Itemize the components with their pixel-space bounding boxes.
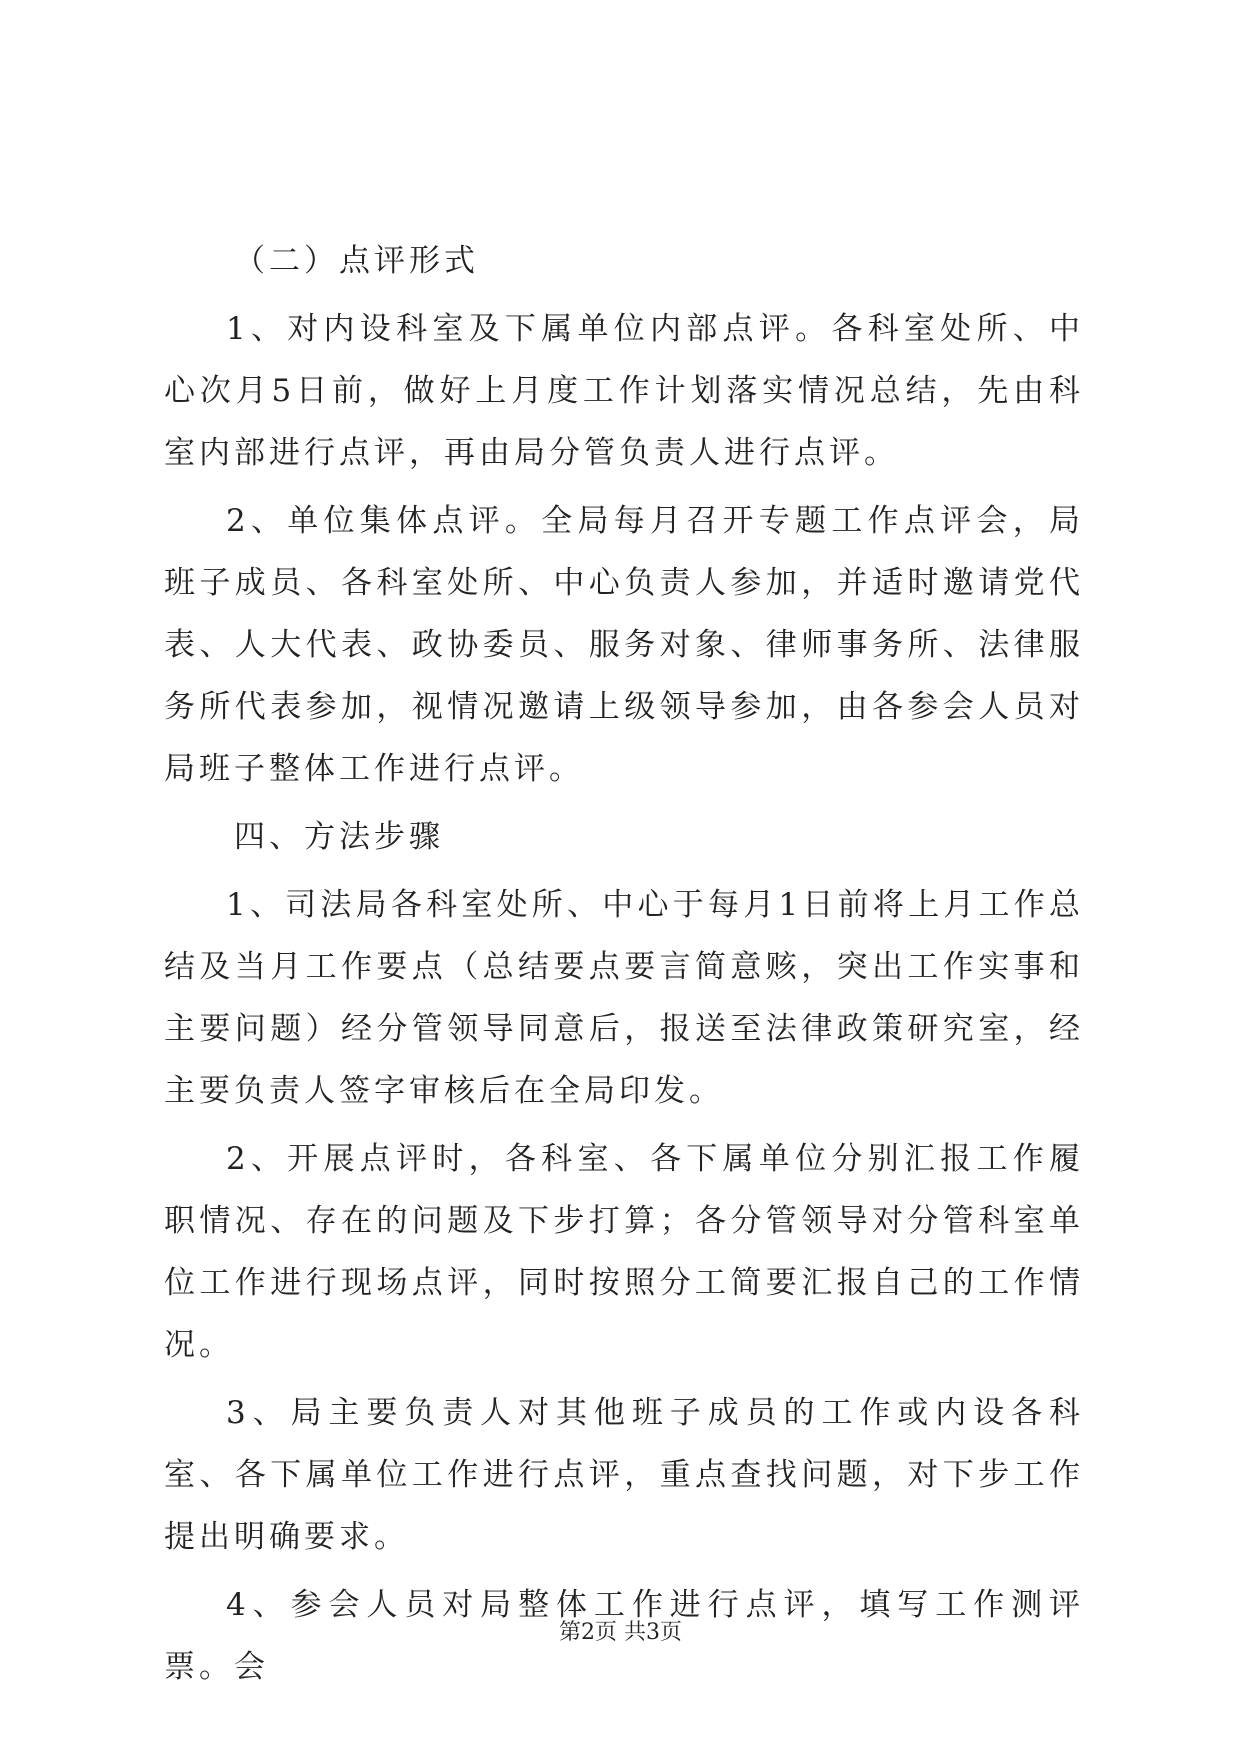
paragraph-step-3: 3、局主要负责人对其他班子成员的工作或内设各科室、各下属单位工作进行点评，重点查找问题，对下步工作提出明确要求。: [164, 1395, 1084, 1555]
paragraph-collective-review: 2、单位集体点评。全局每月召开专题工作点评会，局班子成员、各科室处所、中心负责人参加，并适时邀请党代表、人大代表、政协委员、服务对象、律师事务所、法律服务所代表参加，视情况邀请上级领导参加，由各参会人员对局班子整体工作进行点评。: [164, 503, 1084, 787]
paragraph-step-4: 4、参会人员对局整体工作进行点评，填写工作测评票。会: [164, 1587, 1084, 1685]
section-heading-methods: 四、方法步骤: [234, 819, 444, 855]
document-body: [164, 230, 1084, 1704]
paragraph-step-1: 1、司法局各科室处所、中心于每月1日前将上月工作总结及当月工作要点（总结要点要言简意赅，突出工作实事和主要问题）经分管领导同意后，报送至法律政策研究室，经主要负责人签字审核后在全局印发。: [164, 887, 1084, 1109]
paragraph-internal-review: 1、对内设科室及下属单位内部点评。各科室处所、中心次月5日前，做好上月度工作计划落实情况总结，先由科室内部进行点评，再由局分管负责人进行点评。: [164, 311, 1084, 471]
section-heading-review-format: （二）点评形式: [234, 243, 479, 279]
paragraph-step-2: 2、开展点评时，各科室、各下属单位分别汇报工作履职情况、存在的问题及下步打算；各分管领导对分管科室单位工作进行现场点评，同时按照分工简要汇报自己的工作情况。: [164, 1141, 1084, 1363]
page-number-footer: 第2页 共3页: [559, 1620, 682, 1645]
